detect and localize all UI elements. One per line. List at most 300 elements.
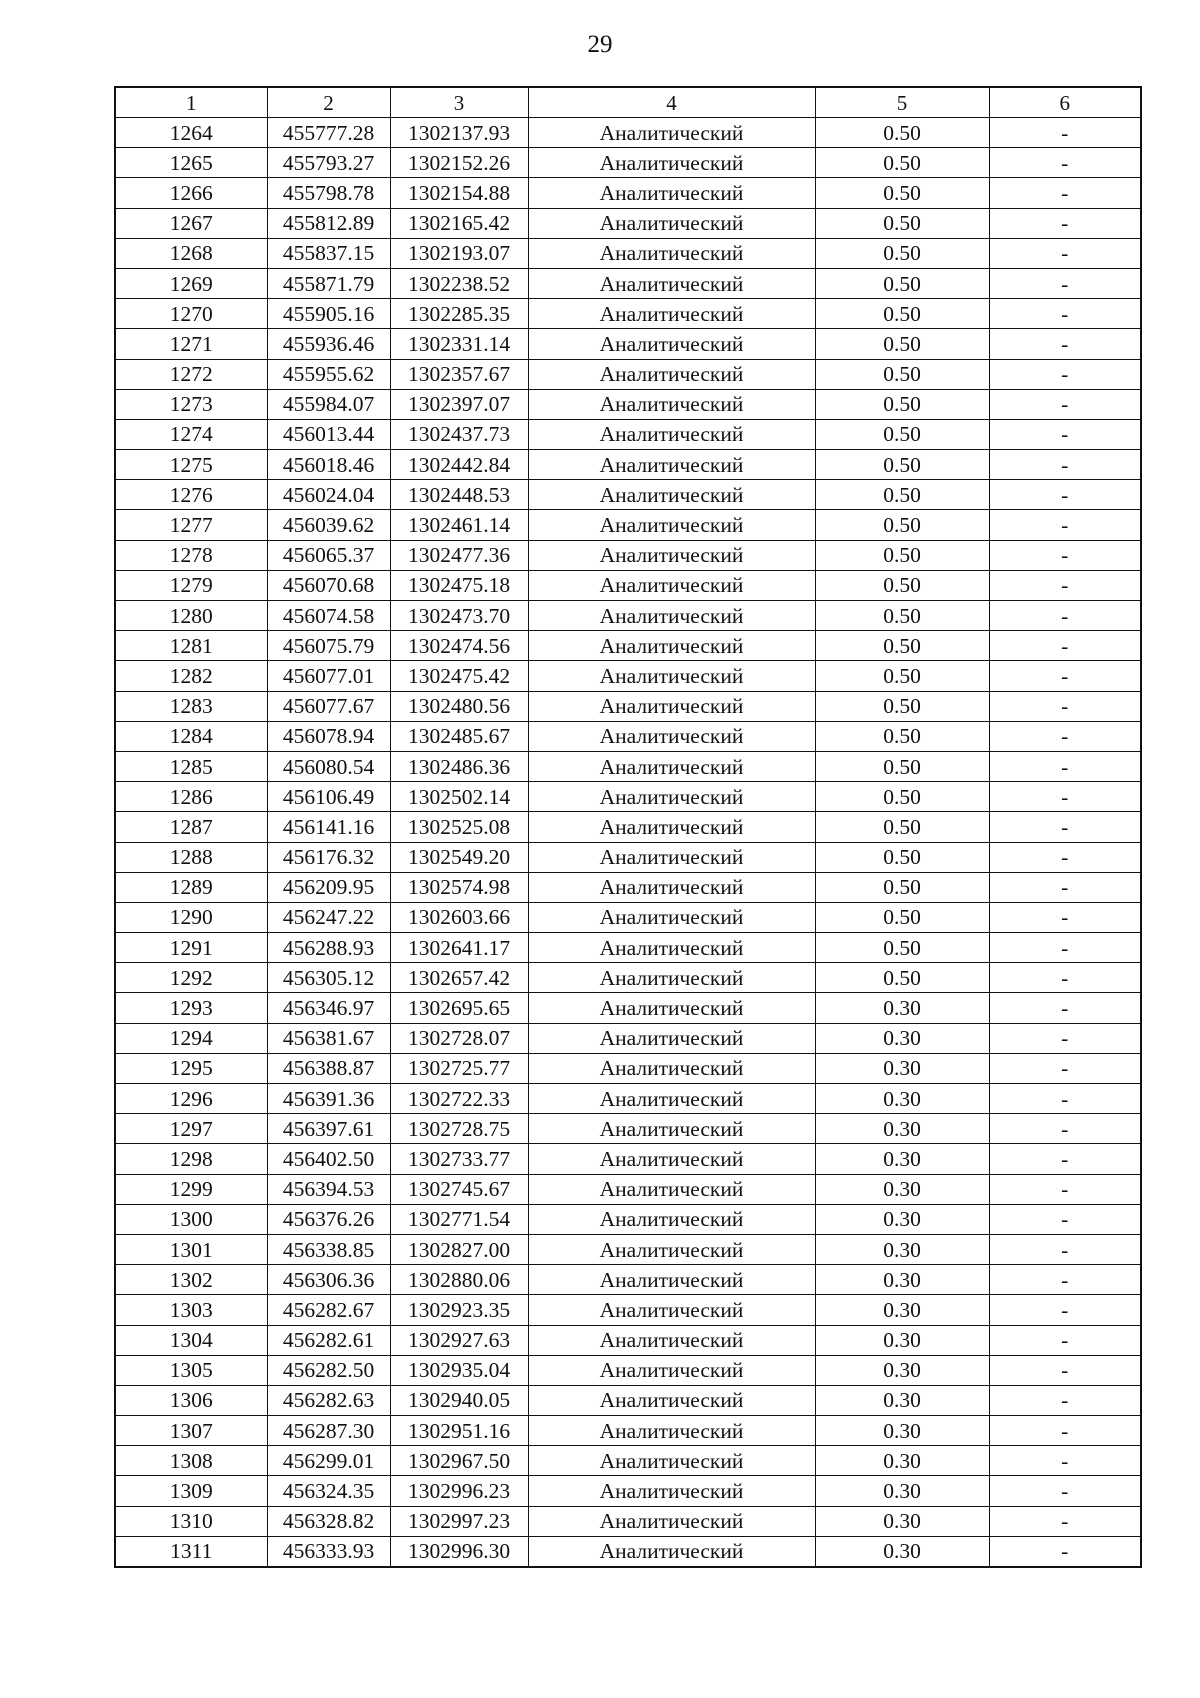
method-cell: Аналитический — [528, 751, 815, 781]
method-cell: Аналитический — [528, 1084, 815, 1114]
point-number-cell: 1267 — [115, 208, 267, 238]
accuracy-cell: 0.30 — [815, 1476, 989, 1506]
table-row — [115, 419, 1141, 449]
accuracy-cell: 0.50 — [815, 238, 989, 268]
note-cell: - — [989, 872, 1141, 902]
table-row — [115, 1416, 1141, 1446]
accuracy-cell: 0.30 — [815, 1446, 989, 1476]
note-cell: - — [989, 1234, 1141, 1264]
method-cell: Аналитический — [528, 480, 815, 510]
table-row — [115, 389, 1141, 419]
note-cell: - — [989, 933, 1141, 963]
y-coordinate-cell: 1302461.14 — [390, 510, 528, 540]
table-row — [115, 148, 1141, 178]
method-cell: Аналитический — [528, 118, 815, 148]
y-coordinate-cell: 1302771.54 — [390, 1204, 528, 1234]
table-row — [115, 208, 1141, 238]
note-cell: - — [989, 1144, 1141, 1174]
accuracy-cell: 0.30 — [815, 1416, 989, 1446]
point-number-cell: 1270 — [115, 299, 267, 329]
table-row — [115, 1174, 1141, 1204]
point-number-cell: 1296 — [115, 1084, 267, 1114]
method-cell: Аналитический — [528, 963, 815, 993]
point-number-cell: 1286 — [115, 782, 267, 812]
accuracy-cell: 0.50 — [815, 389, 989, 419]
table-row — [115, 1295, 1141, 1325]
note-cell: - — [989, 631, 1141, 661]
table-row — [115, 510, 1141, 540]
accuracy-cell: 0.50 — [815, 450, 989, 480]
page-number: 29 — [587, 31, 613, 58]
note-cell: - — [989, 842, 1141, 872]
table-row — [115, 1265, 1141, 1295]
note-cell: - — [989, 1174, 1141, 1204]
accuracy-cell: 0.30 — [815, 1023, 989, 1053]
point-number-cell: 1298 — [115, 1144, 267, 1174]
table-row — [115, 601, 1141, 631]
accuracy-cell: 0.30 — [815, 1506, 989, 1536]
accuracy-cell: 0.30 — [815, 1084, 989, 1114]
y-coordinate-cell: 1302940.05 — [390, 1385, 528, 1415]
y-coordinate-cell: 1302641.17 — [390, 933, 528, 963]
method-cell: Аналитический — [528, 631, 815, 661]
table-row — [115, 1144, 1141, 1174]
method-cell: Аналитический — [528, 1234, 815, 1264]
table-row — [115, 359, 1141, 389]
note-cell: - — [989, 1265, 1141, 1295]
note-cell: - — [989, 299, 1141, 329]
y-coordinate-cell: 1302486.36 — [390, 751, 528, 781]
method-cell: Аналитический — [528, 1325, 815, 1355]
x-coordinate-cell: 456282.50 — [267, 1355, 390, 1385]
x-coordinate-cell: 456065.37 — [267, 540, 390, 570]
method-cell: Аналитический — [528, 1114, 815, 1144]
accuracy-cell: 0.50 — [815, 148, 989, 178]
table-row — [115, 902, 1141, 932]
accuracy-cell: 0.50 — [815, 510, 989, 540]
table-row — [115, 1476, 1141, 1506]
point-number-cell: 1283 — [115, 691, 267, 721]
point-number-cell: 1275 — [115, 450, 267, 480]
x-coordinate-cell: 456282.61 — [267, 1325, 390, 1355]
point-number-cell: 1268 — [115, 238, 267, 268]
note-cell: - — [989, 1355, 1141, 1385]
point-number-cell: 1274 — [115, 419, 267, 449]
y-coordinate-cell: 1302193.07 — [390, 238, 528, 268]
method-cell: Аналитический — [528, 1476, 815, 1506]
x-coordinate-cell: 455955.62 — [267, 359, 390, 389]
table-row — [115, 268, 1141, 298]
y-coordinate-cell: 1302695.65 — [390, 993, 528, 1023]
point-number-cell: 1272 — [115, 359, 267, 389]
point-number-cell: 1269 — [115, 268, 267, 298]
point-number-cell: 1305 — [115, 1355, 267, 1385]
note-cell: - — [989, 902, 1141, 932]
accuracy-cell: 0.30 — [815, 1114, 989, 1144]
y-coordinate-cell: 1302745.67 — [390, 1174, 528, 1204]
x-coordinate-cell: 456288.93 — [267, 933, 390, 963]
y-coordinate-cell: 1302935.04 — [390, 1355, 528, 1385]
point-number-cell: 1299 — [115, 1174, 267, 1204]
accuracy-cell: 0.30 — [815, 1053, 989, 1083]
method-cell: Аналитический — [528, 148, 815, 178]
accuracy-cell: 0.50 — [815, 601, 989, 631]
method-cell: Аналитический — [528, 329, 815, 359]
point-number-cell: 1264 — [115, 118, 267, 148]
note-cell: - — [989, 1536, 1141, 1567]
accuracy-cell: 0.50 — [815, 631, 989, 661]
method-cell: Аналитический — [528, 993, 815, 1023]
y-coordinate-cell: 1302827.00 — [390, 1234, 528, 1264]
y-coordinate-cell: 1302475.42 — [390, 661, 528, 691]
y-coordinate-cell: 1302165.42 — [390, 208, 528, 238]
method-cell: Аналитический — [528, 1506, 815, 1536]
point-number-cell: 1285 — [115, 751, 267, 781]
table-row — [115, 1204, 1141, 1234]
x-coordinate-cell: 456077.01 — [267, 661, 390, 691]
note-cell: - — [989, 1084, 1141, 1114]
accuracy-cell: 0.30 — [815, 1265, 989, 1295]
point-number-cell: 1290 — [115, 902, 267, 932]
x-coordinate-cell: 456402.50 — [267, 1144, 390, 1174]
table-row — [115, 450, 1141, 480]
point-number-cell: 1294 — [115, 1023, 267, 1053]
header-cell-5: 5 — [815, 87, 989, 118]
table-row — [115, 1446, 1141, 1476]
x-coordinate-cell: 455798.78 — [267, 178, 390, 208]
y-coordinate-cell: 1302657.42 — [390, 963, 528, 993]
y-coordinate-cell: 1302951.16 — [390, 1416, 528, 1446]
y-coordinate-cell: 1302927.63 — [390, 1325, 528, 1355]
x-coordinate-cell: 456306.36 — [267, 1265, 390, 1295]
accuracy-cell: 0.50 — [815, 751, 989, 781]
y-coordinate-cell: 1302485.67 — [390, 721, 528, 751]
table-row — [115, 118, 1141, 148]
x-coordinate-cell: 456247.22 — [267, 902, 390, 932]
note-cell: - — [989, 118, 1141, 148]
accuracy-cell: 0.50 — [815, 118, 989, 148]
note-cell: - — [989, 993, 1141, 1023]
table-row — [115, 178, 1141, 208]
method-cell: Аналитический — [528, 782, 815, 812]
table-row — [115, 721, 1141, 751]
x-coordinate-cell: 456013.44 — [267, 419, 390, 449]
table-row — [115, 691, 1141, 721]
accuracy-cell: 0.50 — [815, 540, 989, 570]
point-number-cell: 1310 — [115, 1506, 267, 1536]
method-cell: Аналитический — [528, 299, 815, 329]
point-number-cell: 1292 — [115, 963, 267, 993]
accuracy-cell: 0.30 — [815, 1174, 989, 1204]
y-coordinate-cell: 1302357.67 — [390, 359, 528, 389]
accuracy-cell: 0.50 — [815, 570, 989, 600]
accuracy-cell: 0.30 — [815, 1385, 989, 1415]
point-number-cell: 1277 — [115, 510, 267, 540]
accuracy-cell: 0.50 — [815, 902, 989, 932]
x-coordinate-cell: 456394.53 — [267, 1174, 390, 1204]
accuracy-cell: 0.50 — [815, 721, 989, 751]
point-number-cell: 1271 — [115, 329, 267, 359]
accuracy-cell: 0.50 — [815, 782, 989, 812]
point-number-cell: 1291 — [115, 933, 267, 963]
note-cell: - — [989, 1204, 1141, 1234]
accuracy-cell: 0.30 — [815, 1144, 989, 1174]
y-coordinate-cell: 1302473.70 — [390, 601, 528, 631]
x-coordinate-cell: 455837.15 — [267, 238, 390, 268]
x-coordinate-cell: 456282.63 — [267, 1385, 390, 1415]
method-cell: Аналитический — [528, 1416, 815, 1446]
table-row — [115, 238, 1141, 268]
y-coordinate-cell: 1302152.26 — [390, 148, 528, 178]
method-cell: Аналитический — [528, 1446, 815, 1476]
x-coordinate-cell: 456141.16 — [267, 812, 390, 842]
y-coordinate-cell: 1302880.06 — [390, 1265, 528, 1295]
point-number-cell: 1278 — [115, 540, 267, 570]
note-cell: - — [989, 812, 1141, 842]
y-coordinate-cell: 1302996.30 — [390, 1536, 528, 1567]
point-number-cell: 1276 — [115, 480, 267, 510]
y-coordinate-cell: 1302525.08 — [390, 812, 528, 842]
note-cell: - — [989, 1023, 1141, 1053]
method-cell: Аналитический — [528, 1536, 815, 1567]
y-coordinate-cell: 1302437.73 — [390, 419, 528, 449]
note-cell: - — [989, 691, 1141, 721]
point-number-cell: 1279 — [115, 570, 267, 600]
y-coordinate-cell: 1302397.07 — [390, 389, 528, 419]
coordinates-table — [114, 86, 1142, 1568]
table-row — [115, 570, 1141, 600]
accuracy-cell: 0.50 — [815, 480, 989, 510]
table-row — [115, 329, 1141, 359]
table-row — [115, 1084, 1141, 1114]
accuracy-cell: 0.50 — [815, 872, 989, 902]
method-cell: Аналитический — [528, 570, 815, 600]
accuracy-cell: 0.50 — [815, 933, 989, 963]
x-coordinate-cell: 455777.28 — [267, 118, 390, 148]
note-cell: - — [989, 601, 1141, 631]
note-cell: - — [989, 1325, 1141, 1355]
y-coordinate-cell: 1302923.35 — [390, 1295, 528, 1325]
table-row — [115, 1053, 1141, 1083]
method-cell: Аналитический — [528, 450, 815, 480]
x-coordinate-cell: 455793.27 — [267, 148, 390, 178]
note-cell: - — [989, 419, 1141, 449]
header-cell-4: 4 — [528, 87, 815, 118]
y-coordinate-cell: 1302474.56 — [390, 631, 528, 661]
note-cell: - — [989, 389, 1141, 419]
y-coordinate-cell: 1302480.56 — [390, 691, 528, 721]
note-cell: - — [989, 1053, 1141, 1083]
x-coordinate-cell: 456039.62 — [267, 510, 390, 540]
x-coordinate-cell: 456106.49 — [267, 782, 390, 812]
x-coordinate-cell: 456388.87 — [267, 1053, 390, 1083]
y-coordinate-cell: 1302603.66 — [390, 902, 528, 932]
note-cell: - — [989, 570, 1141, 600]
point-number-cell: 1280 — [115, 601, 267, 631]
accuracy-cell: 0.50 — [815, 963, 989, 993]
y-coordinate-cell: 1302154.88 — [390, 178, 528, 208]
table-row — [115, 1506, 1141, 1536]
method-cell: Аналитический — [528, 268, 815, 298]
x-coordinate-cell: 456305.12 — [267, 963, 390, 993]
table-row — [115, 661, 1141, 691]
accuracy-cell: 0.30 — [815, 1295, 989, 1325]
point-number-cell: 1300 — [115, 1204, 267, 1234]
table-row — [115, 1536, 1141, 1567]
method-cell: Аналитический — [528, 872, 815, 902]
x-coordinate-cell: 456338.85 — [267, 1234, 390, 1264]
point-number-cell: 1273 — [115, 389, 267, 419]
y-coordinate-cell: 1302477.36 — [390, 540, 528, 570]
accuracy-cell: 0.50 — [815, 178, 989, 208]
point-number-cell: 1281 — [115, 631, 267, 661]
method-cell: Аналитический — [528, 389, 815, 419]
method-cell: Аналитический — [528, 842, 815, 872]
x-coordinate-cell: 456075.79 — [267, 631, 390, 661]
y-coordinate-cell: 1302733.77 — [390, 1144, 528, 1174]
note-cell: - — [989, 480, 1141, 510]
table-row — [115, 933, 1141, 963]
y-coordinate-cell: 1302137.93 — [390, 118, 528, 148]
point-number-cell: 1303 — [115, 1295, 267, 1325]
note-cell: - — [989, 963, 1141, 993]
point-number-cell: 1295 — [115, 1053, 267, 1083]
note-cell: - — [989, 148, 1141, 178]
table-row — [115, 872, 1141, 902]
table-body — [115, 87, 1141, 1567]
y-coordinate-cell: 1302996.23 — [390, 1476, 528, 1506]
method-cell: Аналитический — [528, 510, 815, 540]
x-coordinate-cell: 456299.01 — [267, 1446, 390, 1476]
note-cell: - — [989, 751, 1141, 781]
table-header-row — [115, 87, 1141, 118]
x-coordinate-cell: 456376.26 — [267, 1204, 390, 1234]
method-cell: Аналитический — [528, 419, 815, 449]
accuracy-cell: 0.30 — [815, 1234, 989, 1264]
table-row — [115, 1385, 1141, 1415]
table-row — [115, 1355, 1141, 1385]
method-cell: Аналитический — [528, 902, 815, 932]
point-number-cell: 1288 — [115, 842, 267, 872]
x-coordinate-cell: 456397.61 — [267, 1114, 390, 1144]
y-coordinate-cell: 1302722.33 — [390, 1084, 528, 1114]
table-row — [115, 1325, 1141, 1355]
x-coordinate-cell: 456381.67 — [267, 1023, 390, 1053]
point-number-cell: 1308 — [115, 1446, 267, 1476]
method-cell: Аналитический — [528, 721, 815, 751]
accuracy-cell: 0.50 — [815, 299, 989, 329]
point-number-cell: 1297 — [115, 1114, 267, 1144]
method-cell: Аналитический — [528, 933, 815, 963]
note-cell: - — [989, 1114, 1141, 1144]
header-cell-1: 1 — [115, 87, 267, 118]
method-cell: Аналитический — [528, 1355, 815, 1385]
accuracy-cell: 0.50 — [815, 419, 989, 449]
note-cell: - — [989, 208, 1141, 238]
note-cell: - — [989, 510, 1141, 540]
y-coordinate-cell: 1302725.77 — [390, 1053, 528, 1083]
y-coordinate-cell: 1302728.75 — [390, 1114, 528, 1144]
method-cell: Аналитический — [528, 1265, 815, 1295]
point-number-cell: 1301 — [115, 1234, 267, 1264]
point-number-cell: 1309 — [115, 1476, 267, 1506]
note-cell: - — [989, 1416, 1141, 1446]
accuracy-cell: 0.50 — [815, 329, 989, 359]
y-coordinate-cell: 1302238.52 — [390, 268, 528, 298]
point-number-cell: 1282 — [115, 661, 267, 691]
method-cell: Аналитический — [528, 1023, 815, 1053]
table-row — [115, 993, 1141, 1023]
point-number-cell: 1307 — [115, 1416, 267, 1446]
header-cell-2: 2 — [267, 87, 390, 118]
method-cell: Аналитический — [528, 812, 815, 842]
accuracy-cell: 0.50 — [815, 268, 989, 298]
table-row — [115, 1023, 1141, 1053]
method-cell: Аналитический — [528, 691, 815, 721]
accuracy-cell: 0.50 — [815, 842, 989, 872]
method-cell: Аналитический — [528, 1174, 815, 1204]
note-cell: - — [989, 1446, 1141, 1476]
x-coordinate-cell: 455936.46 — [267, 329, 390, 359]
method-cell: Аналитический — [528, 1385, 815, 1415]
note-cell: - — [989, 268, 1141, 298]
x-coordinate-cell: 455871.79 — [267, 268, 390, 298]
x-coordinate-cell: 456328.82 — [267, 1506, 390, 1536]
y-coordinate-cell: 1302574.98 — [390, 872, 528, 902]
x-coordinate-cell: 456282.67 — [267, 1295, 390, 1325]
accuracy-cell: 0.30 — [815, 1355, 989, 1385]
y-coordinate-cell: 1302475.18 — [390, 570, 528, 600]
method-cell: Аналитический — [528, 1204, 815, 1234]
point-number-cell: 1311 — [115, 1536, 267, 1567]
x-coordinate-cell: 456176.32 — [267, 842, 390, 872]
point-number-cell: 1266 — [115, 178, 267, 208]
method-cell: Аналитический — [528, 238, 815, 268]
point-number-cell: 1293 — [115, 993, 267, 1023]
accuracy-cell: 0.50 — [815, 691, 989, 721]
point-number-cell: 1302 — [115, 1265, 267, 1295]
accuracy-cell: 0.30 — [815, 1325, 989, 1355]
method-cell: Аналитический — [528, 1295, 815, 1325]
accuracy-cell: 0.50 — [815, 812, 989, 842]
x-coordinate-cell: 456287.30 — [267, 1416, 390, 1446]
note-cell: - — [989, 178, 1141, 208]
note-cell: - — [989, 1476, 1141, 1506]
x-coordinate-cell: 456074.58 — [267, 601, 390, 631]
method-cell: Аналитический — [528, 540, 815, 570]
point-number-cell: 1265 — [115, 148, 267, 178]
note-cell: - — [989, 782, 1141, 812]
x-coordinate-cell: 456018.46 — [267, 450, 390, 480]
x-coordinate-cell: 455812.89 — [267, 208, 390, 238]
x-coordinate-cell: 456077.67 — [267, 691, 390, 721]
table-row — [115, 812, 1141, 842]
note-cell: - — [989, 540, 1141, 570]
note-cell: - — [989, 359, 1141, 389]
x-coordinate-cell: 455905.16 — [267, 299, 390, 329]
x-coordinate-cell: 456024.04 — [267, 480, 390, 510]
note-cell: - — [989, 329, 1141, 359]
y-coordinate-cell: 1302502.14 — [390, 782, 528, 812]
table-row — [115, 963, 1141, 993]
table-row — [115, 782, 1141, 812]
x-coordinate-cell: 456324.35 — [267, 1476, 390, 1506]
y-coordinate-cell: 1302442.84 — [390, 450, 528, 480]
point-number-cell: 1284 — [115, 721, 267, 751]
accuracy-cell: 0.30 — [815, 993, 989, 1023]
note-cell: - — [989, 1506, 1141, 1536]
x-coordinate-cell: 455984.07 — [267, 389, 390, 419]
